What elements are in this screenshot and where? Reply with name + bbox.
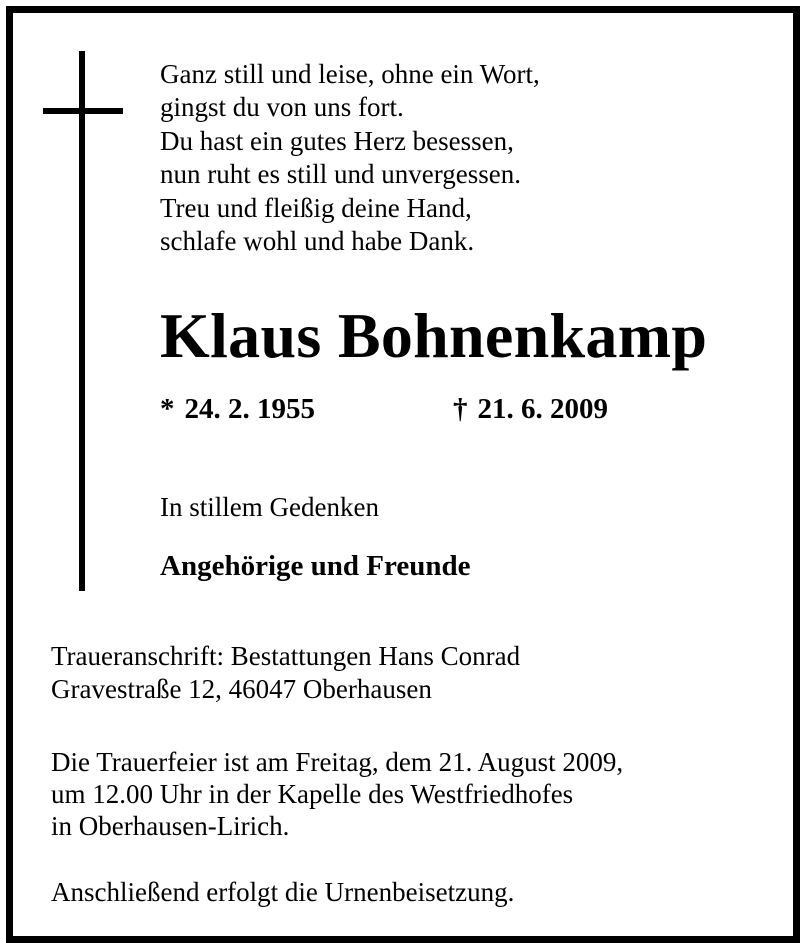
cross-icon-vertical-bar: [79, 51, 85, 591]
poem-line: nun ruht es still und unvergessen.: [160, 159, 521, 190]
memorial-poem: [160, 58, 540, 258]
mourners-text: Angehörige und Freunde: [160, 550, 471, 582]
ceremony-line: in Oberhausen-Lirich.: [51, 811, 290, 841]
poem-line: Treu und fleißig deine Hand,: [160, 192, 472, 223]
death-date-line: [453, 392, 608, 426]
poem-line: gingst du von uns fort.: [160, 92, 404, 123]
deceased-name: Klaus Bohnenkamp: [160, 300, 708, 371]
burial-info: Anschließend erfolgt die Urnenbeisetzung.: [51, 877, 515, 907]
birth-date: 24. 2. 1955: [184, 393, 315, 425]
mourning-address: [51, 640, 520, 706]
poem-line: Du hast ein gutes Herz besessen,: [160, 125, 514, 156]
cross-icon-horizontal-bar: [43, 108, 123, 114]
death-date: 21. 6. 2009: [477, 393, 608, 425]
ceremony-line: Die Trauerfeier ist am Freitag, dem 21. August 2009,: [51, 747, 624, 777]
memoriam-text: In stillem Gedenken: [160, 492, 379, 522]
poem-line: Ganz still und leise, ohne ein Wort,: [160, 59, 540, 89]
address-line: Gravestraße 12, 46047 Oberhausen: [51, 674, 432, 704]
poem-line: schlafe wohl und habe Dank.: [160, 226, 475, 257]
address-line: Traueranschrift: Bestattungen Hans Conrad: [51, 641, 521, 671]
birth-star-icon: *: [160, 393, 175, 425]
death-dagger-icon: †: [453, 393, 468, 425]
ceremony-line: um 12.00 Uhr in der Kapelle des Westfriedhofes: [51, 779, 574, 809]
funeral-ceremony-info: [51, 746, 623, 842]
birth-date-line: [160, 392, 315, 426]
